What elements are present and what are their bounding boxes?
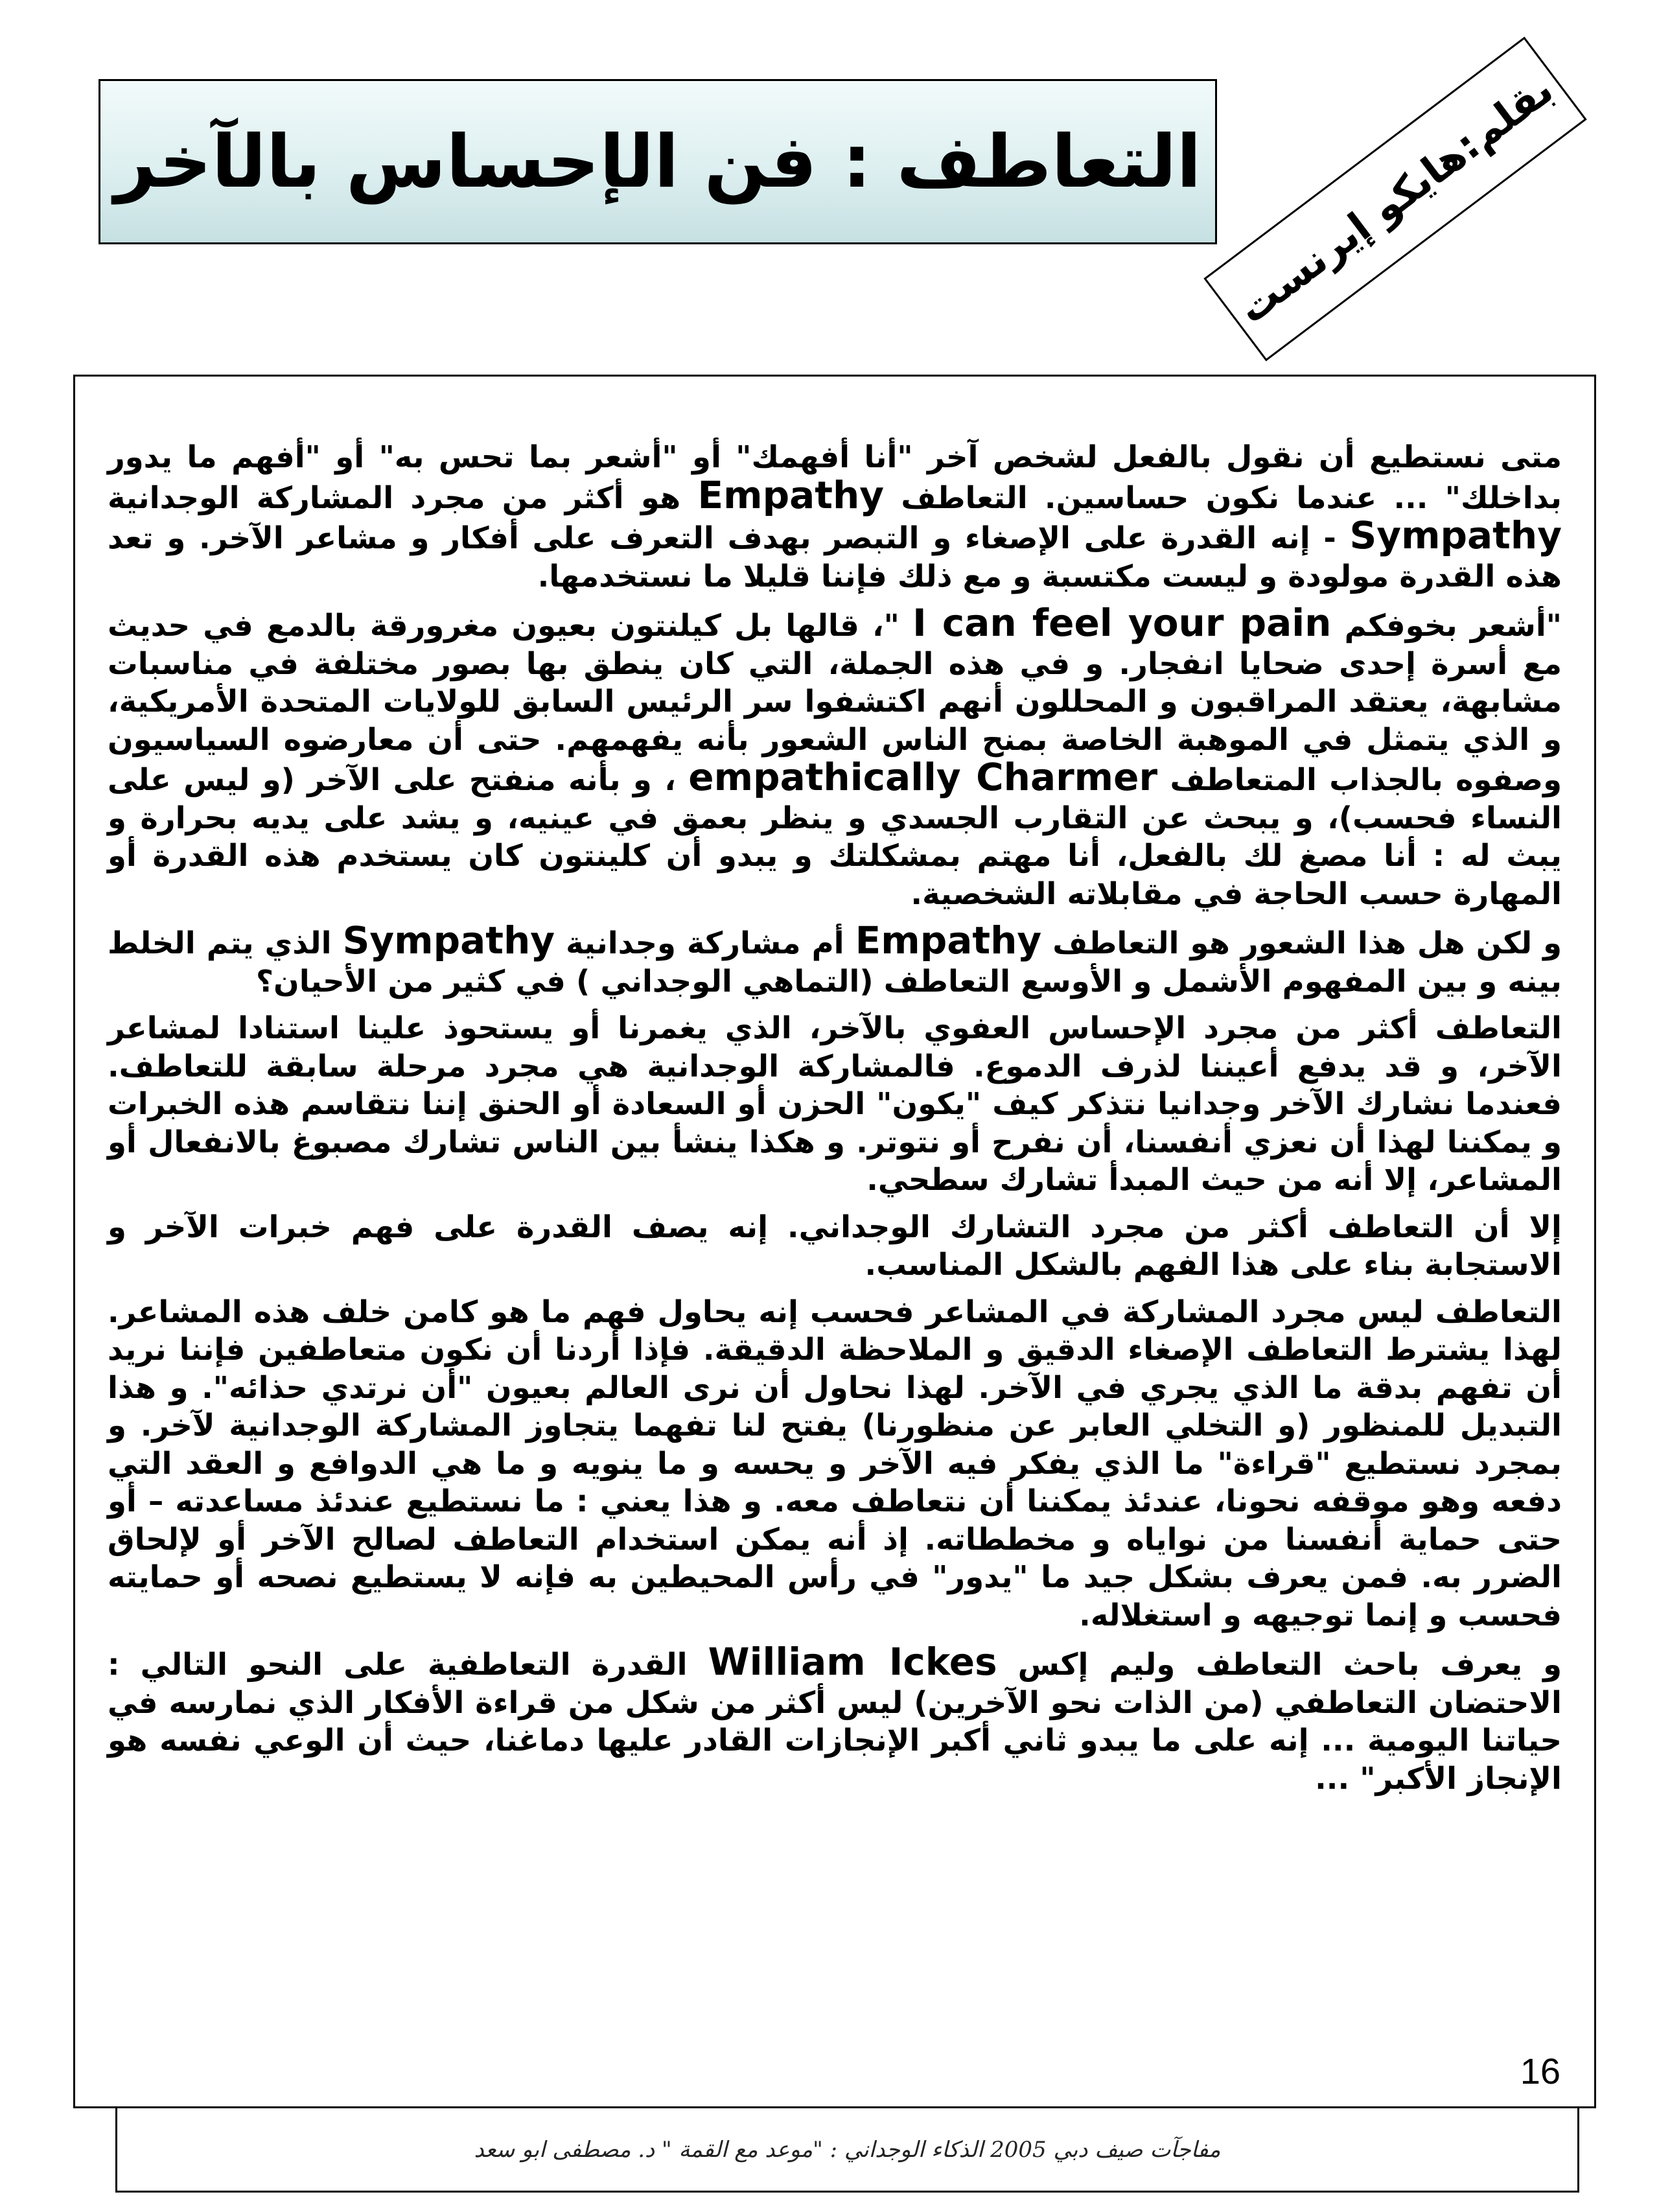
paragraph-7: و يعرف باحث التعاطف وليم إكس William Ickes القدرة التعاطفية على النحو التالي : الاحتضان التعاطفي (من الذات نحو الآخرين) ليس أكثر من شكل من قراءة الأفكار الذي نمارسه في حياتنا اليومية ... إنه على ما يبدو ثاني أكبر الإنجازات القادر عليها دماغنا، حيث أن الوعي نفسه هو الإنجاز الأكبر" ... xyxy=(108,1640,1562,1796)
page-number: 16 xyxy=(1520,2051,1560,2091)
paragraph-5: إلا أن التعاطف أكثر من مجرد التشارك الوجداني. إنه يصف القدرة على فهم خبرات الآخر و الاستجابة بناء على هذا الفهم بالشكل المناسب. xyxy=(108,1209,1562,1282)
article-body xyxy=(108,438,1562,1806)
term-sympathy: Sympathy xyxy=(1349,513,1562,557)
term-sympathy: Sympathy xyxy=(342,918,555,962)
author-stamp xyxy=(1203,37,1586,362)
paragraph-6: التعاطف ليس مجرد المشاركة في المشاعر فحسب إنه يحاول فهم ما هو كامن خلف هذه المشاعر. لهذا يشترط التعاطف الإصغاء الدقيق و الملاحظة الدقيقة. فإذا أردنا أن نكون متعاطفين فإننا نريد أن تفهم بدقة ما الذي يجري في الآخر. لهذا نحاول أن نرى العالم بعيون "أن نرتدي حذائه". و هذا التبديل للمنظور (و التخلي العابر عن منظورنا) يفتح لنا تفهما يتجاوز المشاركة الوجدانية لآخر. و بمجرد نستطيع "قراءة" ما الذي يفكر فيه الآخر و يحسه و ما ينويه و ما هي الدوافع و العقد التي دفعه وهو موقفه نحونا، عندئذ يمكننا أن نتعاطف معه. و هذا يعني : ما نستطيع عندئذ مساعدته – أو حتى حماية أنفسنا من نواياه و مخططاته. إذ أنه يمكن استخدام التعاطف لصالح الآخر أو لإلحاق الضرر به. فمن يعرف بشكل جيد ما "يدور" في رأس المحيطين به فإنه لا يستطيع نصحه أو حمايته فحسب و إنما توجيهه و استغلاله. xyxy=(108,1294,1562,1633)
title-banner xyxy=(99,79,1217,244)
paragraph-4: التعاطف أكثر من مجرد الإحساس العفوي بالآخر، الذي يغمرنا أو يستحوذ علينا استنادا لمشاعر الآخر، و قد يدفع أعيننا لذرف الدموع. فالمشاركة الوجدانية هي مجرد مرحلة سابقة للتعاطف. فعندما نشارك الآخر وجدانيا نتذكر كيف "يكون" الحزن أو السعادة أو الحنق إننا نتقاسم هذه الخبرات و يمكننا لهذا أن نعزي أنفسنا، أن نفرح أو نتوتر. و هكذا ينشأ بين الناس تشارك مصبوغ بالانفعال أو المشاعر، إلا أنه من حيث المبدأ تشارك سطحي. xyxy=(108,1010,1562,1197)
page-title: التعاطف : فن الإحساس بالآخر xyxy=(114,119,1201,204)
term-charmer: empathically Charmer xyxy=(688,755,1158,799)
term-ickes: William Ickes xyxy=(708,1640,997,1684)
term-empathy: Empathy xyxy=(855,918,1042,962)
paragraph-3: و لكن هل هذا الشعور هو التعاطف Empathy أم مشاركة وجدانية Sympathy الذي يتم الخلط بينه و بين المفهوم الأشمل و الأوسع التعاطف (التماهي الوجداني ) في كثير من الأحيان؟ xyxy=(108,918,1562,999)
paragraph-1: متى نستطيع أن نقول بالفعل لشخص آخر "أنا أفهمك" أو "أشعر بما تحس به" أو "أفهم ما يدور بداخلك" ... عندما نكون حساسين. التعاطف Empathy هو أكثر من مجرد المشاركة الوجدانية Sympathy - إنه القدرة على الإصغاء و التبصر بهدف التعرف على أفكار و مشاعر الآخر. و تعد هذه القدرة مولودة و ليست مكتسبة و مع ذلك فإننا قليلا ما نستخدمها. xyxy=(108,439,1562,594)
article-frame xyxy=(73,375,1596,2108)
author-name: بقلم:هايكو إيرنست xyxy=(1229,65,1562,333)
footer-frame xyxy=(115,2108,1579,2193)
term-quote: I can feel your pain xyxy=(912,601,1332,645)
term-empathy: Empathy xyxy=(697,472,885,517)
paragraph-2: "أشعر بخوفكم I can feel your pain "، قالها بل كيلنتون بعيون مغرورقة بالدمع في حديث مع أسرة إحدى ضحايا انفجار. و في هذه الجملة، التي كان ينطق بها بصور مختلفة في مناسبات مشابهة، يعتقد المراقبون و المحللون أنهم اكتشفوا سر الرئيس السابق للولايات المتحدة الأمريكية، و الذي يتمثل في الموهبة الخاصة بمنح الناس الشعور بأنه يفهمهم. حتى أن معارضوه السياسيون وصفوه بالجذاب المتعاطف empathically Charmer ، و بأنه منفتح على الآخر (و ليس على النساء فحسب)، و يبحث عن التقارب الجسدي و ينظر بعمق في عينيه، و يشد على يديه بحرارة و يبث له : أنا مصغ لك بالفعل، أنا مهتم بمشكلتك و يبدو أن كلينتون كان يستخدم هذه القدرة أو المهارة حسب الحاجة في مقابلاته الشخصية. xyxy=(108,601,1562,911)
footer-credit: مفاجآت صيف دبي 2005 الذكاء الوجداني : "موعد مع القمة " د. مصطفى ابو سعد xyxy=(474,2136,1221,2163)
